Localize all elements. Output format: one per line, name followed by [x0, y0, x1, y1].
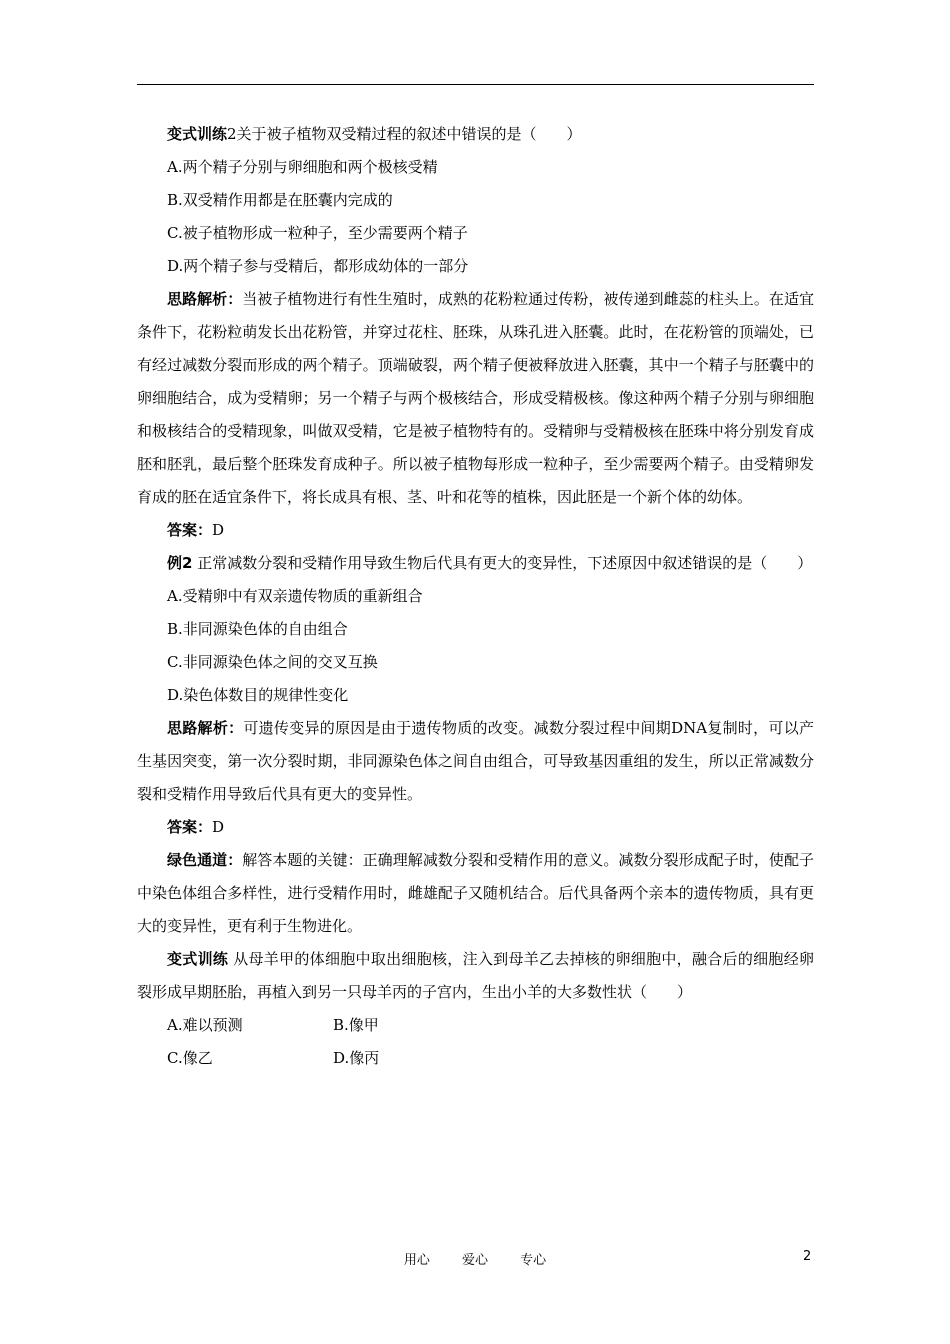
option-d: D.染色体数目的规律性变化	[167, 686, 349, 704]
question-text: 2关于被子植物双受精过程的叙述中错误的是（ ）	[227, 125, 582, 143]
answer-label: 答案：	[167, 521, 213, 539]
question-variant-2	[137, 118, 814, 151]
page-footer	[0, 1245, 950, 1271]
analysis-text: 可遗传变异的原因是由于遗传物质的改变。减数分裂过程中间期DNA复制时，可以产生基因突变，第一次分裂时期，非同源染色体之间自由组合，可导致基因重组的发生，所以正常减数分裂和受精作用导致后代具有更大的变异性。	[137, 719, 814, 803]
question-text: 从母羊甲的体细胞中取出细胞核，注入到母羊乙去掉核的卵细胞中，融合后的细胞经卵裂形成早期胚胎，再植入到另一只母羊丙的子宫内，生出小羊的大多数性状（ ）	[137, 950, 814, 1001]
green-channel-text: 解答本题的关键：正确理解减数分裂和受精作用的意义。减数分裂形成配子时，使配子中染色体组合多样性，进行受精作用时，雌雄配子又随机结合。后代具备两个亲本的遗传物质，具有更大的变异性，更有利于生物进化。	[137, 851, 814, 935]
answer-value: D	[212, 818, 225, 836]
options-row-2	[137, 1042, 814, 1075]
question-text: 正常减数分裂和受精作用导致生物后代具有更大的变异性，下述原因中叙述错误的是（ ）	[192, 554, 813, 572]
option-b: B.非同源染色体的自由组合	[167, 620, 348, 638]
options-row-1	[137, 1009, 814, 1042]
answer-label: 答案：	[167, 818, 213, 836]
option-d: D.像丙	[333, 1049, 380, 1067]
header-rule	[137, 84, 814, 85]
page-number: 2	[803, 1249, 812, 1264]
option-c: C.非同源染色体之间的交叉互换	[167, 653, 378, 671]
answer-line	[137, 811, 814, 844]
analysis-label: 思路解析：	[167, 290, 243, 308]
option-c: C.像乙	[167, 1049, 213, 1067]
analysis-label: 思路解析：	[167, 719, 244, 737]
answer-line	[137, 514, 814, 547]
option-d: D.两个精子参与受精后，都形成幼体的一部分	[167, 257, 469, 275]
green-channel-paragraph	[137, 844, 814, 943]
option-a: A.受精卵中有双亲遗传物质的重新组合	[167, 587, 423, 605]
green-channel-label: 绿色通道：	[167, 851, 243, 869]
analysis-text: 当被子植物进行有性生殖时，成熟的花粉粒通过传粉，被传递到雌蕊的柱头上。在适宜条件下，花粉粒萌发长出花粉管，并穿过花柱、胚珠，从珠孔进入胚囊。此时，在花粉管的顶端处，已有经过减数分裂而形成的两个精子。顶端破裂，两个精子便被释放进入胚囊，其中一个精子与胚囊中的卵细胞结合，成为受精卵；另一个精子与两个极核结合，形成受精极核。像这种两个精子分别与卵细胞和极核结合的受精现象，叫做双受精，它是被子植物特有的。受精卵与受精极核在胚珠中将分别发育成胚和胚乳，最后整个胚珠发育成种子。所以被子植物每形成一粒种子，至少需要两个精子。由受精卵发育成的胚在适宜条件下，将长成具有根、茎、叶和花等的植株，因此胚是一个新个体的幼体。	[137, 290, 814, 506]
question-variant-3	[137, 943, 814, 1009]
option-b: B.双受精作用都是在胚囊内完成的	[167, 191, 393, 209]
analysis-paragraph	[137, 283, 814, 514]
footer-motto: 用心 爱心 专心	[403, 1253, 547, 1268]
variant-label: 变式训练	[167, 125, 228, 143]
question-example-2	[137, 547, 814, 580]
variant-label: 变式训练	[167, 950, 229, 968]
option-c: C.被子植物形成一粒种子，至少需要两个精子	[167, 224, 468, 242]
page-content	[137, 118, 814, 1075]
option-a: A.两个精子分别与卵细胞和两个极核受精	[167, 158, 438, 176]
analysis-paragraph	[137, 712, 814, 811]
answer-value: D	[212, 521, 225, 539]
example-label: 例2	[167, 554, 193, 572]
option-a: A.难以预测	[167, 1016, 243, 1034]
option-b: B.像甲	[333, 1016, 379, 1034]
